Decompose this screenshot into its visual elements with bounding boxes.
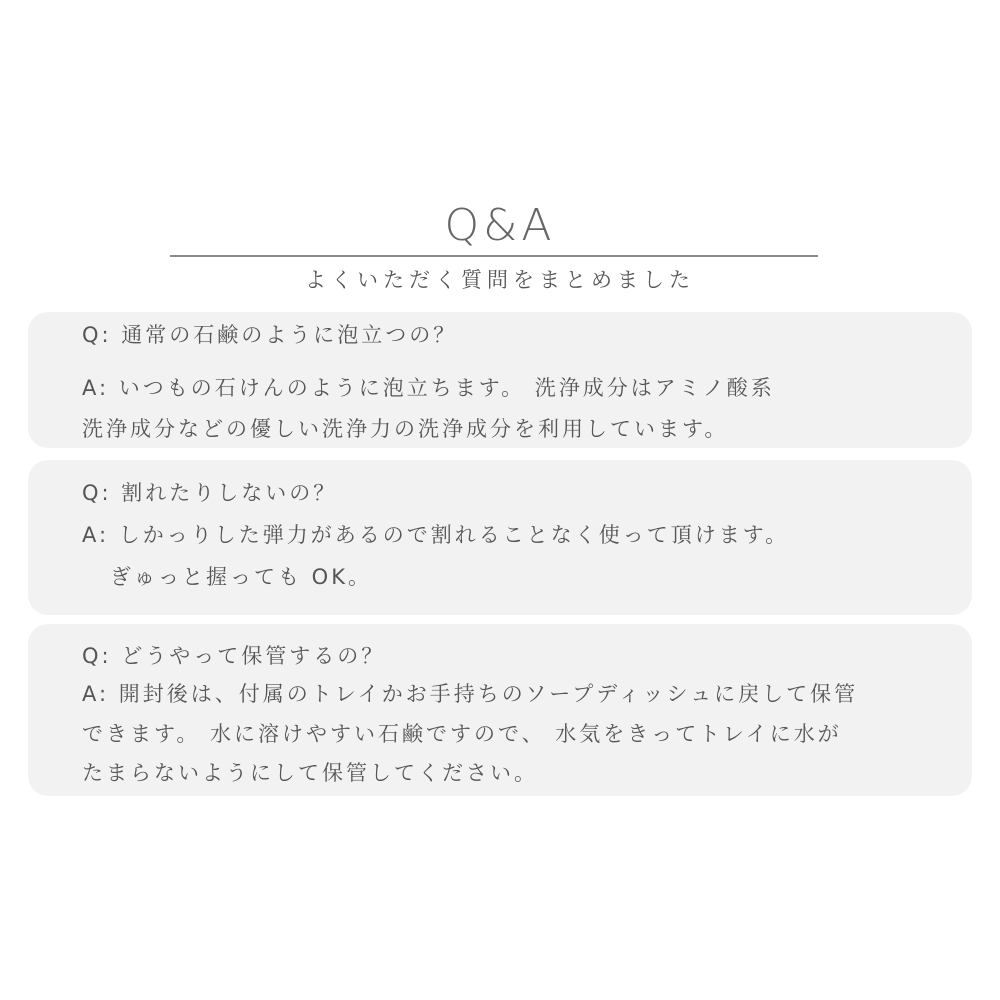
faq-question: Q: どうやって保管するの？ — [82, 644, 386, 668]
faq-answer-line: A: しかっりした弾力があるので割れることなく使って頂けます。 — [82, 523, 790, 547]
faq-answer-line: A: 開封後は、付属のトレイかお手持ちのソープディッシュに戻して保管 — [82, 682, 859, 706]
faq-card — [28, 312, 972, 448]
faq-answer-line: A: いつもの石けんのように泡立ちます。 洗浄成分はアミノ酸系 — [82, 376, 775, 400]
title-divider — [170, 255, 818, 257]
faq-answer-line: 洗浄成分などの優しい洗浄力の洗浄成分を利用しています。 — [82, 417, 729, 441]
page-title: Q&A — [444, 200, 556, 251]
faq-question: Q: 通常の石鹸のように泡立つの？ — [82, 323, 458, 347]
faq-question: Q: 割れたりしないの？ — [82, 481, 338, 505]
faq-card — [28, 460, 972, 615]
faq-answer-line: たまらないようにして保管してください。 — [82, 761, 538, 785]
faq-answer-line: できます。 水に溶けやすい石鹸ですので、 水気をきってトレイに水が — [82, 722, 842, 746]
page-subtitle: よくいただく質問をまとめました — [305, 268, 695, 292]
faq-card — [28, 624, 972, 796]
faq-answer-line: ぎゅっと握っても OK。 — [110, 565, 372, 589]
